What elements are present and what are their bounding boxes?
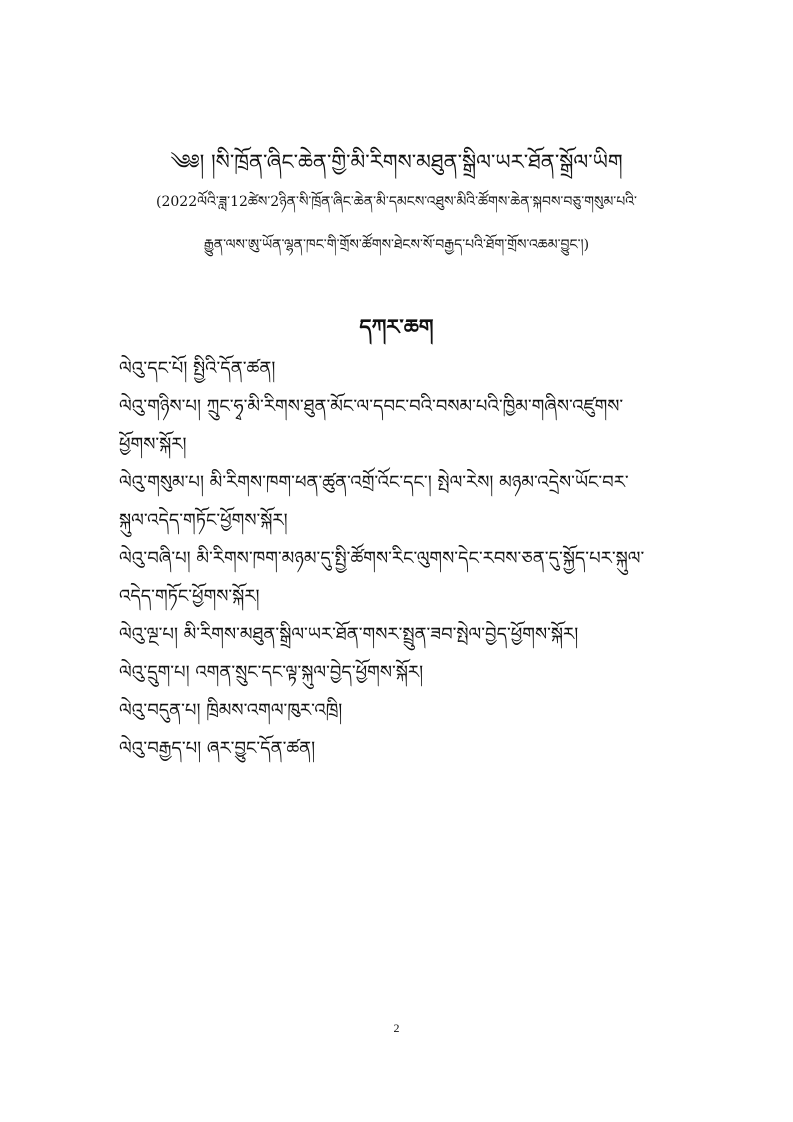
subtitle-line-2: རྒྱུན་ལས་ཨུ་ཡོན་ལྷན་ཁང་གི་གྲོས་ཚོགས་ཐེངས་སོ་བརྒྱད་པའི་ཐོག་གྲོས་འཆམ་བྱུང་།) (203, 237, 590, 253)
toc-line: ལེའུ་གསུམ་པ། མི་རིགས་ཁག་ཕན་ཚུན་འགྲོ་འོང་དང་། སྤེལ་རེས། མཉམ་འདྲེས་ཡོང་བར་ (119, 472, 629, 493)
toc-line: ལེའུ་བདུན་པ། ཁྲིམས་འགལ་ཁུར་འཁྲི། (119, 700, 343, 721)
toc-line: ལེའུ་དྲུག་པ། འགན་སྲུང་དང་ལྟ་སྐུལ་བྱེད་ཕྱོགས་སྐོར། (119, 662, 424, 683)
subtitle-line-1: (2022ལོའི་ཟླ་12ཚེས་2ཉིན་སི་ཁྲོན་ཞིང་ཆེན་མི་དམངས་འཐུས་མིའི་ཚོགས་ཆེན་སྐབས་བཅུ་གསུམ་པའི་ (156, 194, 637, 210)
toc-line: ལེའུ་བཞི་པ། མི་རིགས་ཁག་མཉམ་དུ་སྤྱི་ཚོགས་རིང་ལུགས་དེང་རབས་ཅན་དུ་སྐྱོད་པར་སྐུལ་ (119, 548, 645, 569)
toc-line: ལེའུ་དང་པོ། སྤྱིའི་དོན་ཚན། (119, 358, 276, 379)
toc-line: ལེའུ་གཉིས་པ། ཀྲུང་ཧྭ་མི་རིགས་ཐུན་མོང་ལ་དབང་བའི་བསམ་པའི་ཁྱིམ་གཞིས་འཛུགས་ (119, 396, 624, 417)
toc-line: ལེའུ་ལྔ་པ། མི་རིགས་མཐུན་སྒྲིལ་ཡར་ཐོན་གསར་སྤྲུན་ཟབ་སྤེལ་བྱེད་ཕྱོགས་སྐོར། (119, 624, 579, 645)
toc-line: ཕྱོགས་སྐོར། (119, 434, 187, 455)
toc-line: ལེའུ་བརྒྱད་པ། ཞར་བྱུང་དོན་ཚན། (119, 738, 316, 759)
toc-line: སྐུལ་འདེད་གཏོང་ཕྱོགས་སྐོར། (119, 510, 288, 531)
toc-heading: དཀར་ཆག (359, 314, 434, 339)
toc-line: འདེད་གཏོང་ཕྱོགས་སྐོར། (119, 586, 260, 607)
table-of-contents (119, 350, 709, 768)
document-title: ༄༅། །སི་ཁྲོན་ཞིང་ཆེན་གྱི་མི་རིགས་མཐུན་སྒྲིལ་ཡར་ཐོན་སྒྲོལ་ཡིག (170, 150, 623, 174)
page-number: 2 (393, 1021, 400, 1035)
